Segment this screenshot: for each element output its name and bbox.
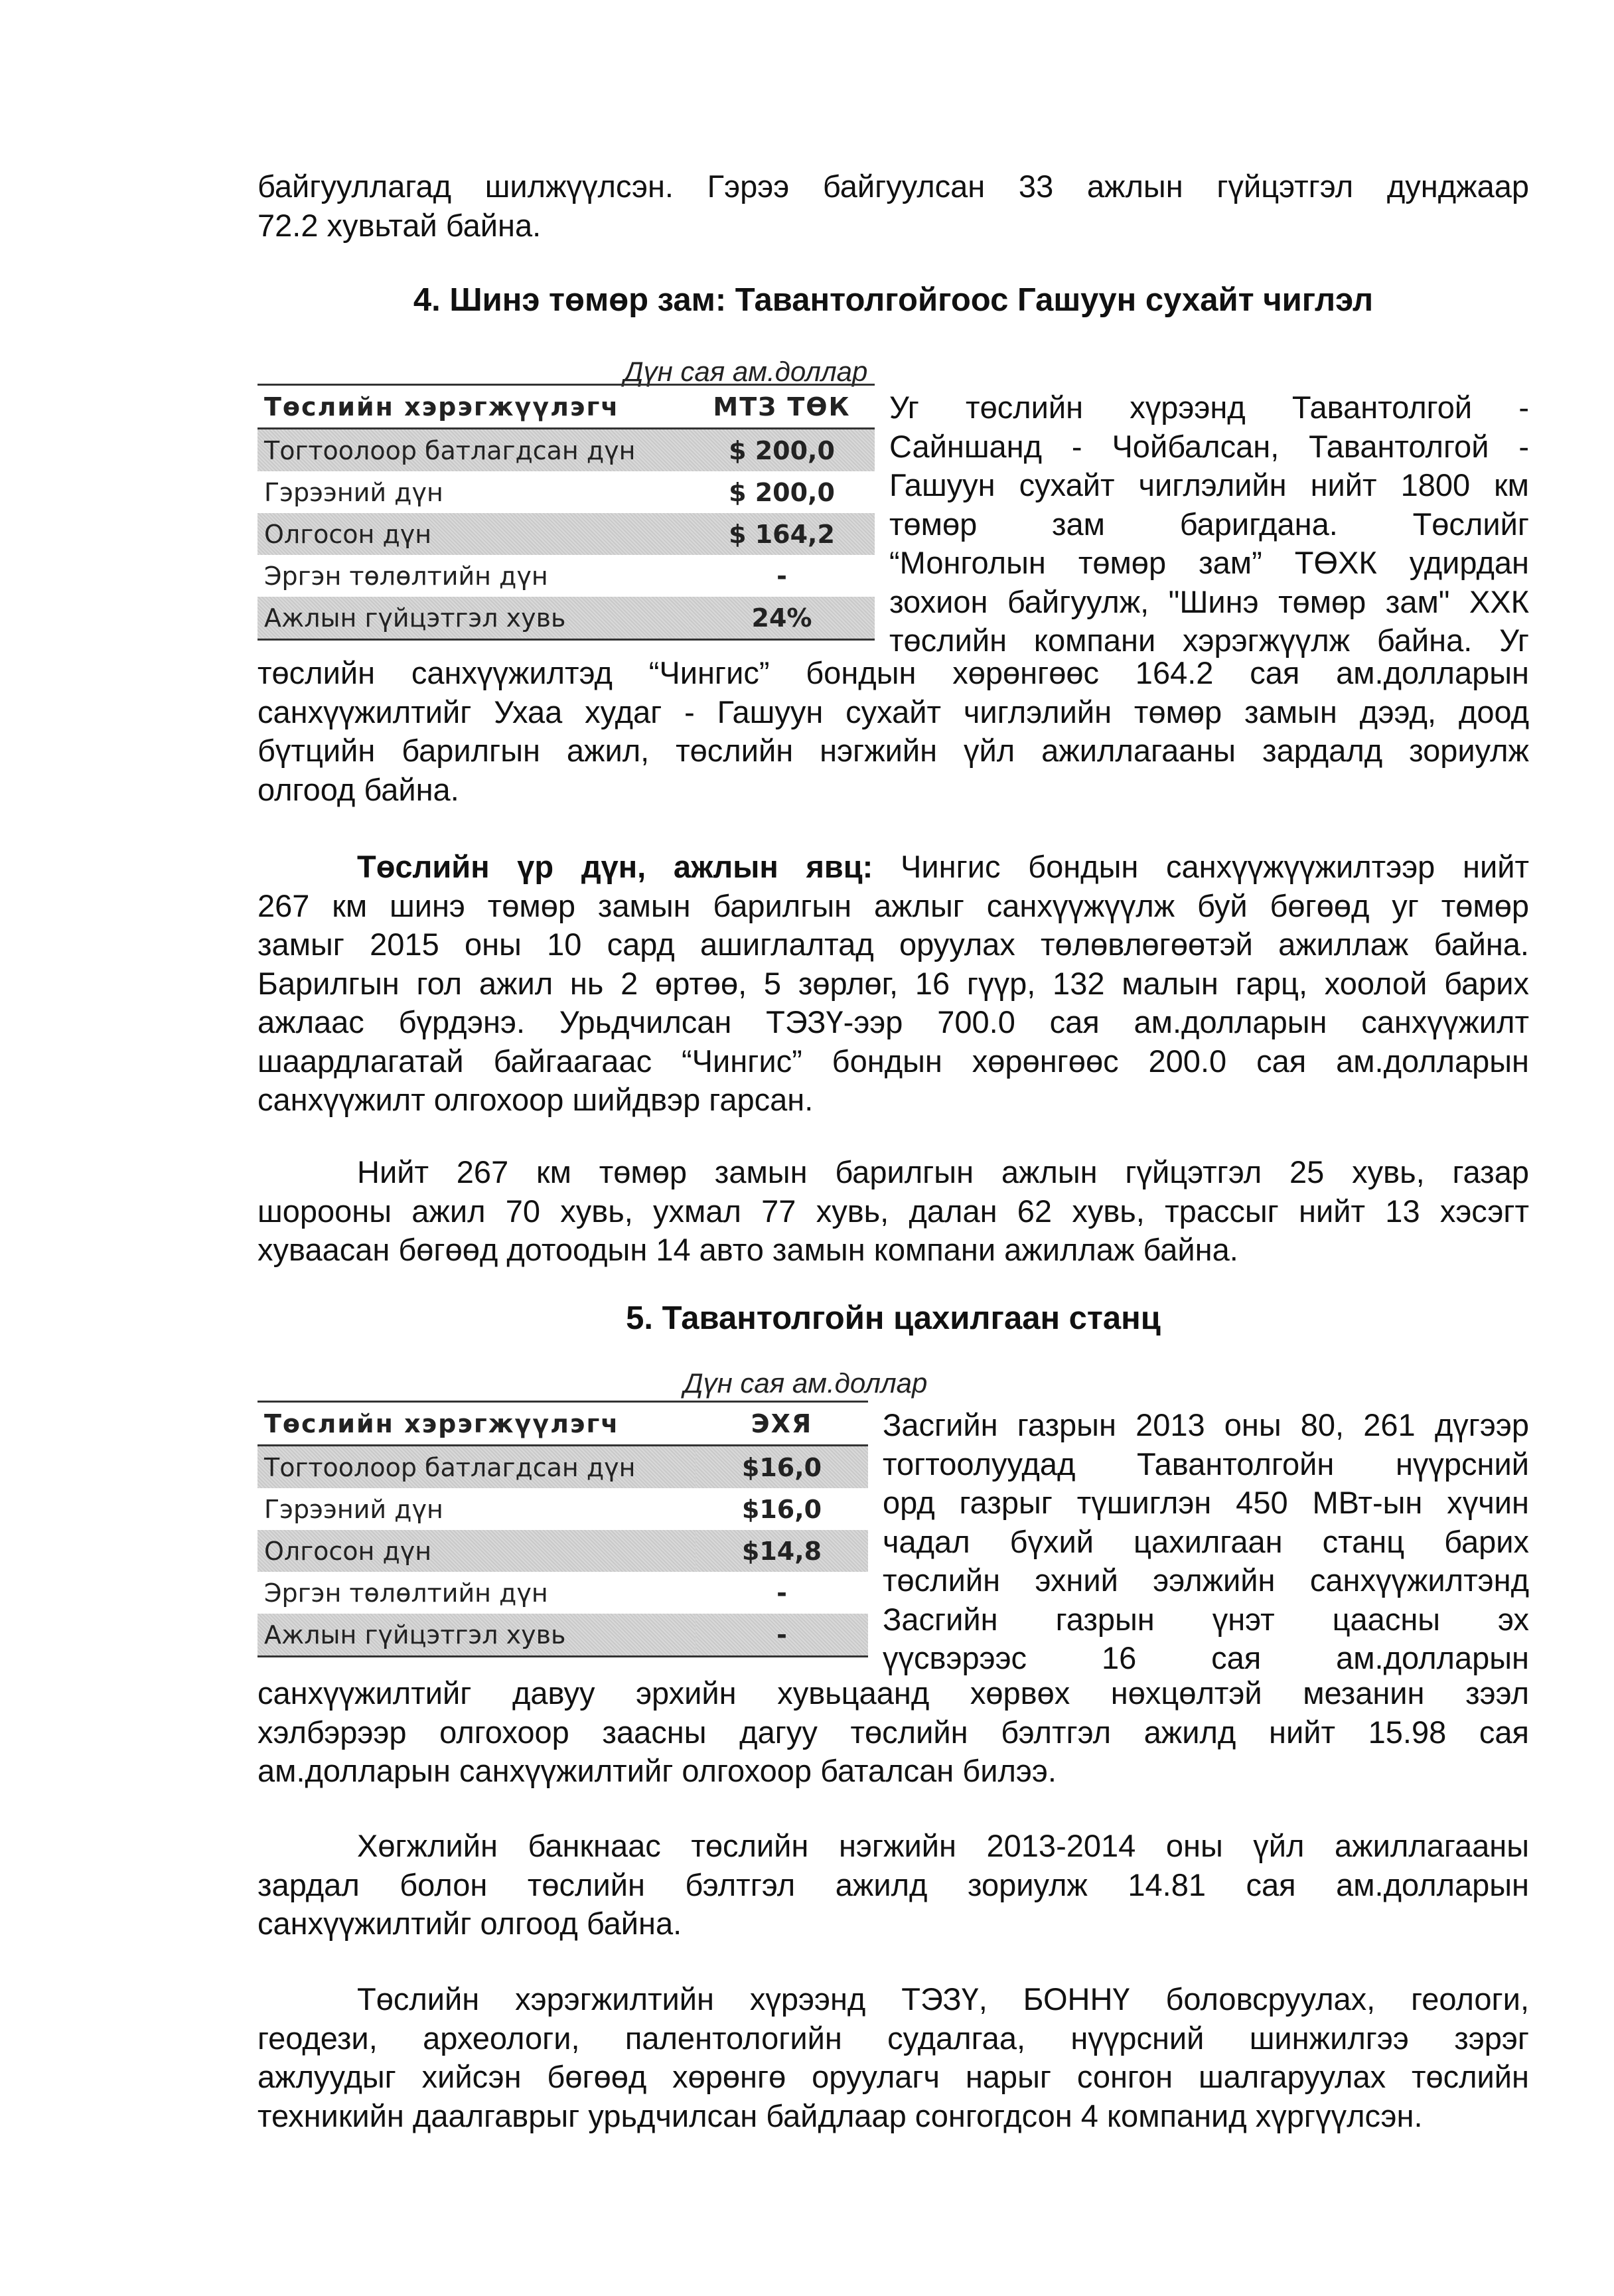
side-line: чадал бүхий цахилгаан станц барих <box>883 1523 1529 1559</box>
side-line: төслийн эхний ээлжийн санхүүжилтэнд <box>883 1563 1529 1598</box>
intro-line: байгууллагад шилжүүлсэн. Гэрээ байгуулсан 33 ажлын гүйцэтгэл дунджаар <box>257 169 1529 204</box>
paragraph-line: шаардлагатай байгаагаас “Чингис” бондын хөрөнгөөс 200.0 сая ам.долларын <box>257 1043 1529 1079</box>
table-row <box>257 597 875 640</box>
row-value: $ 164,2 <box>689 513 875 555</box>
table-row <box>257 1530 868 1572</box>
section-5-funding-paragraph <box>257 1674 1529 1791</box>
section-4-progress-paragraph <box>257 1153 1529 1270</box>
paragraph-line: геодези, археологи, палентологийн судалгаа, нүүрсний шинжилгээ зэрэг <box>257 2020 1529 2056</box>
row-value: $ 200,0 <box>689 429 875 472</box>
row-value: $ 200,0 <box>729 477 835 507</box>
side-line: Уг төслийн хүрээнд Тавантолгой - <box>889 390 1529 425</box>
table-row <box>257 471 875 513</box>
row-label: Гэрээний дүн <box>264 1494 443 1524</box>
paragraph-line: зардал болон төслийн бэлтгэл ажилд зориулж 14.81 сая ам.долларын <box>257 1867 1529 1902</box>
paragraph-line: замыг 2015 оны 10 сард ашиглалтад оруулах төлөвлөгөөтэй ажиллаж байна. <box>257 927 1529 962</box>
row-value: 24% <box>689 597 875 640</box>
row-value: $14,8 <box>696 1530 868 1572</box>
table-row <box>257 1488 868 1530</box>
section-5-scope-paragraph <box>257 1980 1529 2135</box>
row-label: Олгосон дүн <box>257 1530 696 1572</box>
table-header-row <box>257 1402 868 1446</box>
table-row <box>257 1614 868 1657</box>
side-line: төмөр зам баригдана. Төслийг <box>889 506 1529 542</box>
paragraph-line: санхүүжилтийг давуу эрхийн хувьцаанд хөрвөх нөхцөлтэй мезанин зээл <box>257 1675 1529 1711</box>
section-5-finance-table <box>257 1401 868 1657</box>
section-5-side-text <box>883 1406 1529 1678</box>
paragraph-line: техникийн даалгаврыг урьдчилсан байдлаар сонгогдсон 4 компанид хүргүүлсэн. <box>257 2098 1423 2133</box>
paragraph-line: Нийт 267 км төмөр замын барилгын ажлын гүйцэтгэл 25 хувь, газар <box>357 1154 1529 1189</box>
paragraph-line: ажлаас бүрдэнэ. Урьдчилсан ТЭЗҮ-ээр 700.0 сая ам.долларын санхүүжилт <box>257 1004 1529 1039</box>
intro-paragraph <box>257 167 1529 245</box>
table-header-row <box>257 385 875 429</box>
side-line: Засгийн газрын 2013 оны 80, 261 дүгээр <box>883 1407 1529 1442</box>
result-lead-text: Чингис бондын санхүүжүүжилтээр нийт <box>873 849 1529 884</box>
table-row <box>257 513 875 555</box>
paragraph-line: хэлбэрээр олгохоор заасны дагуу төслийн бэлтгэл ажилд нийт 15.98 сая <box>257 1714 1529 1750</box>
row-value: - <box>696 1614 868 1657</box>
row-value: - <box>776 1578 787 1608</box>
side-line: тогтоолуудад Тавантолгойн нүүрсний <box>883 1446 1529 1482</box>
side-line: төслийн компани хэрэгжүүлж байна. Уг <box>889 623 1529 658</box>
row-label: Гэрээний дүн <box>264 477 443 507</box>
paragraph-line: санхүүжилтийг олгоод байна. <box>257 1906 682 1941</box>
section-4-unit-caption: Дүн сая ам.доллар <box>624 356 868 387</box>
paragraph-line: ам.долларын санхүүжилтийг олгохоор баталсан билээ. <box>257 1753 1057 1788</box>
row-value: - <box>776 561 787 591</box>
paragraph-line: санхүүжилтийг Ухаа худаг - Гашуун сухайт чиглэлийн төмөр замын дээд, доод <box>257 694 1529 729</box>
section-4-finance-table <box>257 384 875 641</box>
paragraph-line: төслийн санхүүжилтэд “Чингис” бондын хөрөнгөөс 164.2 сая ам.долларын <box>257 655 1529 690</box>
side-line: үүсвэрээс 16 сая ам.долларын <box>883 1640 1529 1675</box>
paragraph-line: санхүүжилт олгохоор шийдвэр гарсан. <box>257 1082 814 1117</box>
table-row <box>257 429 875 472</box>
paragraph-line: шорооны ажил 70 хувь, ухмал 77 хувь, далан 62 хувь, трассыг нийт 13 хэсэгт <box>257 1193 1529 1229</box>
section-4-side-text <box>889 388 1529 660</box>
table-header-label: Төслийн хэрэгжүүлэгч <box>257 1402 696 1446</box>
table-header-label: Төслийн хэрэгжүүлэгч <box>257 385 689 429</box>
paragraph-line: олгоод байна. <box>257 771 459 807</box>
side-line: Сайншанд - Чойбалсан, Тавантолгой - <box>889 428 1529 464</box>
section-4-funding-paragraph <box>257 654 1529 809</box>
side-line: “Монголын төмөр зам” ТӨХК удирдан <box>889 545 1529 580</box>
section-4-heading: 4. Шинэ төмөр зам: Тавантолгойгоос Гашуун сухайт чиглэл <box>413 282 1374 318</box>
side-line: Гашуун сухайт чиглэлийн нийт 1800 км <box>889 467 1529 502</box>
paragraph-line: Барилгын гол ажил нь 2 өртөө, 5 зөрлөг, 16 гүүр, 132 малын гарц, хоолой барих <box>257 965 1529 1001</box>
side-line: Засгийн газрын үнэт цаасны эх <box>883 1601 1529 1637</box>
paragraph-line: ажлуудыг хийсэн бөгөөд хөрөнгө оруулагч нарыг сонгон шалгаруулах төслийн <box>257 2059 1529 2094</box>
row-label: Тогтоолоор батлагдсан дүн <box>257 429 689 472</box>
row-value: $16,0 <box>741 1494 822 1524</box>
section-5-heading: 5. Тавантолгойн цахилгаан станц <box>626 1300 1161 1336</box>
row-value: $16,0 <box>696 1446 868 1489</box>
row-label: Олгосон дүн <box>257 513 689 555</box>
side-line: орд газрыг түшиглэн 450 МВт-ын хүчин <box>883 1485 1529 1520</box>
paragraph-line <box>257 848 1529 887</box>
row-label: Эргэн төлөлтийн дүн <box>264 1578 548 1608</box>
side-line: зохион байгуулж, "Шинэ төмөр зам" ХХК <box>889 583 1529 619</box>
paragraph-line: 267 км шинэ төмөр замын барилгын ажлыг санхүүжүүлж буй бөгөөд уг төмөр <box>257 887 1529 923</box>
result-lead: Төслийн үр дүн, ажлын явц: <box>357 849 873 884</box>
paragraph-line: хуваасан бөгөөд дотоодын 14 авто замын компани ажиллаж байна. <box>257 1232 1238 1267</box>
table-row <box>257 1572 868 1614</box>
table-header-value: МТЗ ТӨК <box>689 385 875 429</box>
section-4-result-paragraph <box>257 848 1529 1120</box>
table-row <box>257 555 875 597</box>
table-header-value: ЭХЯ <box>696 1402 868 1446</box>
row-label: Эргэн төлөлтийн дүн <box>264 561 548 591</box>
section-5-devbank-paragraph <box>257 1827 1529 1944</box>
paragraph-line: Хөгжлийн банкнаас төслийн нэгжийн 2013-2014 оны үйл ажиллагааны <box>357 1828 1529 1863</box>
row-label: Ажлын гүйцэтгэл хувь <box>257 597 689 640</box>
paragraph-line: Төслийн хэрэгжилтийн хүрээнд ТЭЗҮ, БОННҮ боловсруулах, геологи, <box>357 1981 1529 2017</box>
paragraph-line: бүтцийн барилгын ажил, төслийн нэгжийн үйл ажиллагааны зардалд зориулж <box>257 733 1529 768</box>
row-label: Тогтоолоор батлагдсан дүн <box>257 1446 696 1489</box>
section-5-unit-caption: Дүн сая ам.доллар <box>684 1367 928 1399</box>
intro-line: 72.2 хувьтай байна. <box>257 207 542 243</box>
row-label: Ажлын гүйцэтгэл хувь <box>257 1614 696 1657</box>
table-row <box>257 1446 868 1489</box>
